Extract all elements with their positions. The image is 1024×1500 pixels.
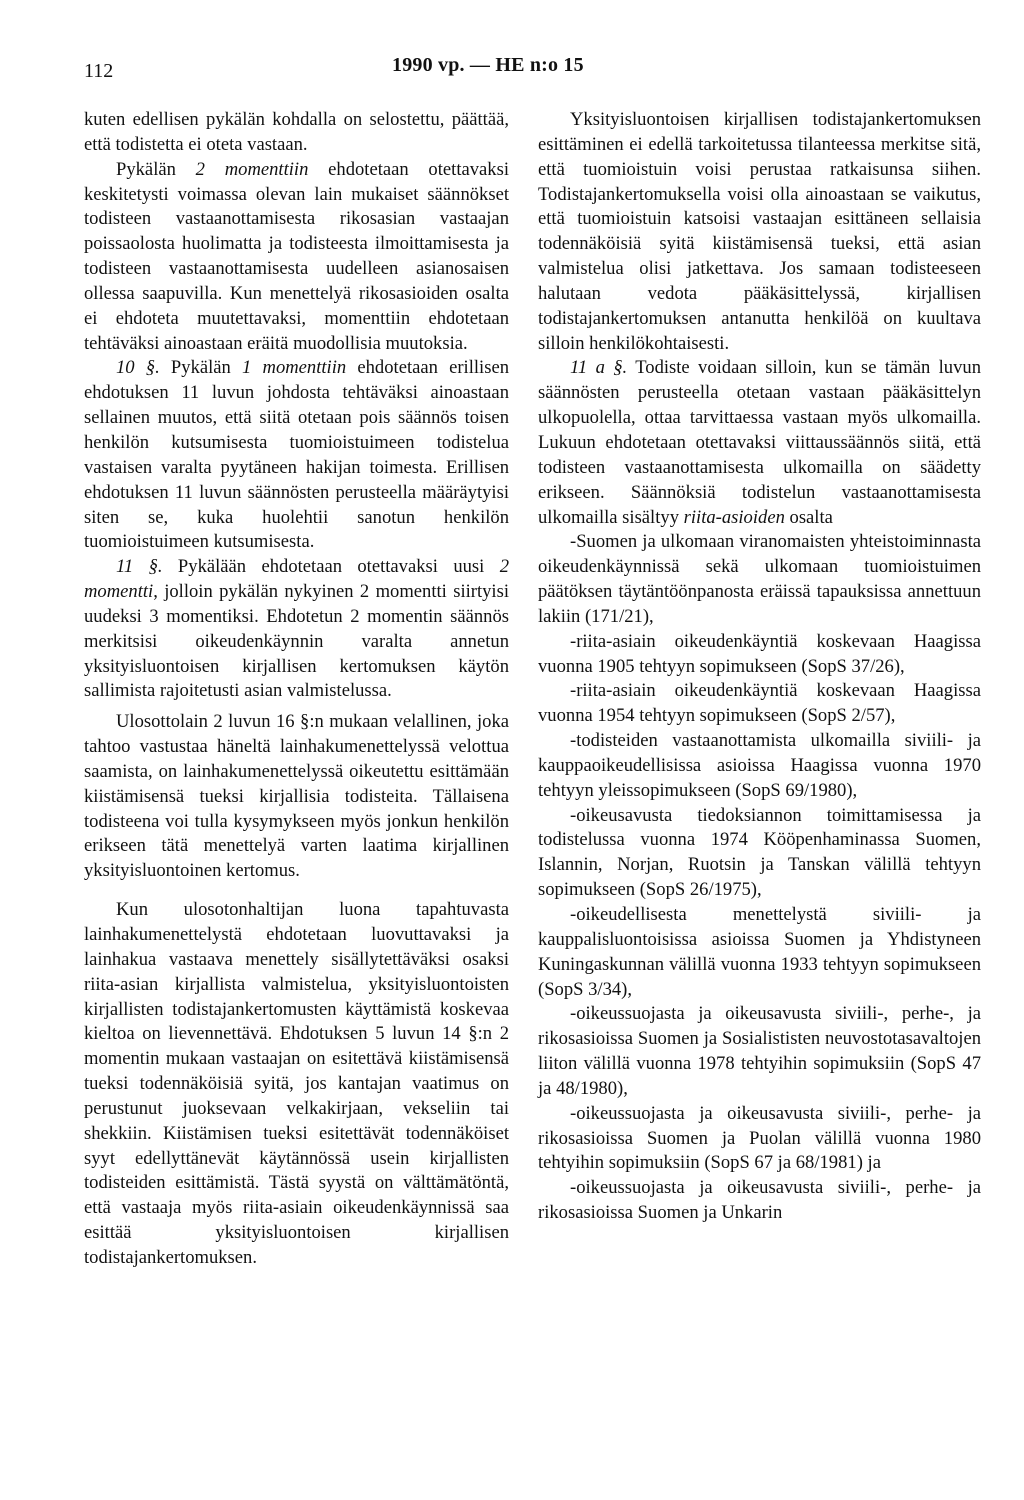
list-item: -riita-asiain oikeudenkäyntiä koskevaan Haagissa vuonna 1954 tehtyyn sopimukseen (SopS 2/57), (538, 680, 981, 727)
section-marker: 11 §. (116, 556, 163, 578)
list-item: -todisteiden vastaanottamista ulkomailla siviili- ja kauppaoikeudellisissa asioissa Haagissa vuonna 1970 tehtyyn yleissopimukseen (SopS 69/1980), (538, 730, 981, 801)
list-item: -Suomen ja ulkomaan viranomaisten yhteistoiminnasta oikeudenkäynnissä sekä ulkomaan tuomioistuimen päätöksen täytäntöönpanosta eräissä tapauksissa annettuun lakiin (171/21), (538, 531, 981, 627)
paragraph: Pykälän 2 momenttiin ehdotetaan otettavaksi keskitetysti voimassa olevan lain mukaiset säännökset todisteen vastaanottamisesta rikosasian vastaajan poissaolosta huolimatta ja todisteesta ilmoittamisesta ja todisteen vastaanottamisesta uudelleen asianosaisen ollessa saapuvilla. Kun menettelyä rikosasioiden osalta ei ehdoteta muutettavaksi, momenttiin ehdotetaan tehtäväksi ainoastaan eräitä muodollisia muutoksia. (84, 158, 509, 354)
page-number: 112 (84, 60, 114, 82)
right-column (538, 108, 981, 1226)
paragraph: 11 a §. Todiste voidaan silloin, kun se tämän luvun säännösten perusteella otetaan vastaan pääkäsittelyn ulkopuolella, ottaa tarvittaessa vastaan myös ulkomailla. Lukuun ehdotetaan otettavaksi viittaussäännös siitä, että todisteen vastaanottamisesta ulkomailla on säädetty erikseen. Säännöksiä todistelun vastaanottamisesta ulkomailla sisältyy riita-asioiden osalta (538, 357, 981, 528)
left-column (84, 108, 509, 1271)
paragraph: Kun ulosotonhaltijan luona tapahtuvasta lainhakumenettelystä ehdotetaan luovuttavaksi ja lainhakua vastaava menettely sisällytettäväksi osaksi riita-asian kirjallista valmistelua, yksityisluontoisten kirjallisten todistajankertomusten käyttämistä koskevaa kieltoa on lievennettävä. Ehdotuksen 5 luvun 14 §:n 2 momentin mukaan vastaajan on esitettävä kiistämisensä tueksi todennäköisiä syitä, jos kantajan vaatimus on perustunut juoksevaan velkakirjaan, vekseliin tai shekkiin. Kiistämisen tueksi esitettävät todennäköiset syyt edellyttänevät käytännössä usein kirjallisten todisteiden esittämistä. Tästä syystä on välttämätöntä, että vastaaja myös riita-asiain oikeudenkäynnissä saa esittää yksityisluontoisen kirjallisen todistajankertomuksen. (84, 899, 509, 1268)
list-item: -oikeussuojasta ja oikeusavusta siviili-, perhe- ja rikosasioissa Suomen ja Unkarin (538, 1177, 981, 1224)
paragraph: Yksityisluontoisen kirjallisen todistajankertomuksen esittäminen ei edellä tarkoitetussa tilanteessa merkitse sitä, että tuomioistuin voisi perustaa ratkaisunsa siihen. Todistajankertomuksella voisi olla ainoastaan se vaikutus, että tuomioistuin katsoisi vastaajan esittäneen sellaisia todennäköisiä syitä kiistämisensä tueksi, että asian valmistelua olisi jatkettava. Jos samaan todisteeseen halutaan vedota pääkäsittelyssä, kirjallisen todistajankertomuksen antanutta henkilöä on kuultava silloin henkilökohtaisesti. (538, 109, 981, 354)
page-header (0, 48, 1024, 88)
list-item: -oikeudellisesta menettelystä siviili- ja kauppalisluontoisissa asioissa Suomen ja Yhdistyneen Kuningaskunnan välillä vuonna 1933 tehtyyn sopimukseen (SopS 3/34), (538, 904, 981, 1000)
list-item: -riita-asiain oikeudenkäyntiä koskevaan Haagissa vuonna 1905 tehtyyn sopimukseen (SopS 37/26), (538, 630, 981, 677)
section-marker: 11 a §. (570, 357, 628, 379)
running-head: 1990 vp. — HE n:o 15 (392, 54, 584, 76)
paragraph: kuten edellisen pykälän kohdalla on selostettu, päättää, että todistetta ei oteta vastaan. (84, 109, 509, 155)
list-item: -oikeussuojasta ja oikeusavusta siviili-, perhe-, ja rikosasioissa Suomen ja Sosialististen neuvostotasavaltojen liiton välillä vuonna 1978 tehtyihin sopimuksiin (SopS 47 ja 48/1980), (538, 1003, 981, 1099)
paragraph: 10 §. Pykälän 1 momenttiin ehdotetaan erillisen ehdotuksen 11 luvun johdosta tehtäväksi ainoastaan sellainen muutos, että siitä otetaan pois säännös toisen henkilön kutsumisesta tuomioistuimeen todistelua vastaisen varalta pyytäneen hakijan toimesta. Erillisen ehdotuksen 11 luvun säännösten perusteella määräytyisi siten se, kuka huolehtii sanotun henkilön tuomioistuimeen kutsumisesta. (84, 357, 509, 553)
paragraph: 11 §. Pykälään ehdotetaan otettavaksi uusi 2 momentti, jolloin pykälän nykyinen 2 momentti siirtyisi uudeksi 3 momentiksi. Ehdotetun 2 momentin säännös merkitsisi oikeudenkäynnin varalta annetun yksityisluontoisen kirjallisen kertomuksen käytön sallimista rajoitetusti asian valmistelussa. (84, 556, 509, 702)
paragraph: Ulosottolain 2 luvun 16 §:n mukaan velallinen, joka tahtoo vastustaa häneltä lainhakumenettelyssä velottua saamista, on lainhakumenettelyssä oikeutettu esittämään kiistämisensä tueksi kirjallisia todisteita. Tällaisena todisteena voi tulla kysymykseen myös jonkun henkilön erikseen tätä menettelyä varten laatima kirjallinen yksityisluontoinen kertomus. (84, 711, 509, 882)
list-item: -oikeusavusta tiedoksiannon toimittamisessa ja todistelussa vuonna 1974 Kööpenhaminassa Suomen, Islannin, Norjan, Ruotsin ja Tanskan välillä tehtyyn sopimukseen (SopS 26/1975), (538, 804, 981, 901)
section-marker: 10 §. (116, 357, 160, 379)
list-item: -oikeussuojasta ja oikeusavusta siviili-, perhe- ja rikosasioissa Suomen ja Puolan välillä vuonna 1980 tehtyihin sopimuksiin (SopS 67 ja 68/1981) ja (538, 1102, 981, 1174)
